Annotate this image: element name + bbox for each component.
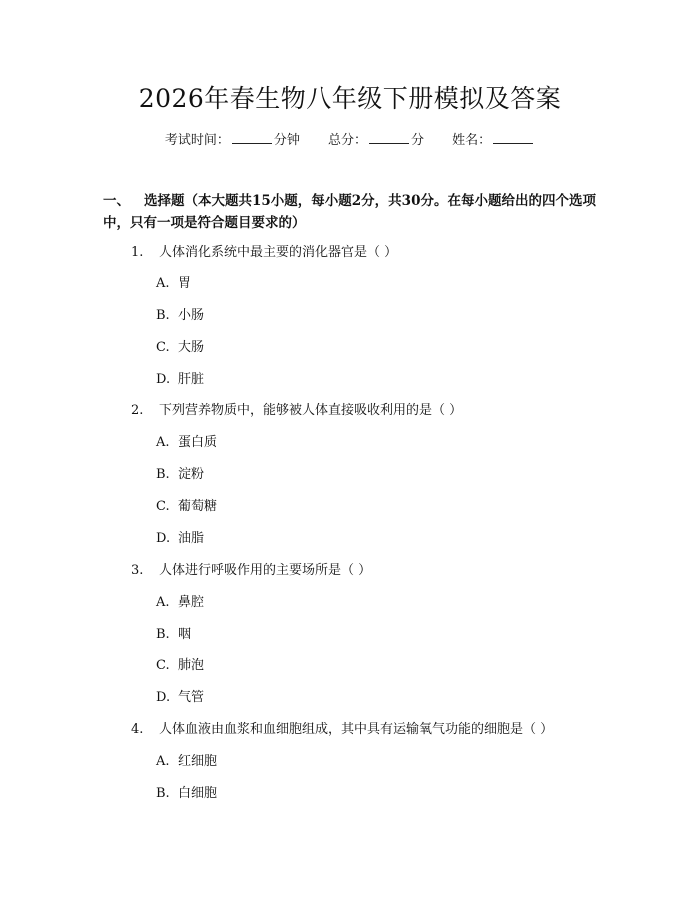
question-number: 1. [131,245,144,260]
option-text: 鼻腔 [178,595,205,610]
question-2-option-d [156,530,204,548]
question-2-option-b [156,466,204,484]
question-1 [131,244,397,262]
total-score-label: 总分： [327,133,367,148]
option-text: 大肠 [178,340,205,355]
exam-time-blank [232,131,272,144]
question-number: 3. [131,563,144,578]
exam-time-label: 考试时间： [164,133,230,148]
option-text: 小肠 [178,308,205,323]
question-number: 2. [131,403,144,418]
question-1-option-d [156,371,204,389]
option-letter: D. [156,372,171,387]
question-3-option-c [156,657,204,675]
question-2-option-a [156,434,217,452]
section-text: 选择题（本大题共15小题，每小题2分，共30分。在每小题给出的四个选项中，只有一项是符合题目要求的） [103,193,596,231]
question-1-option-b [156,307,204,325]
student-name-field [452,133,535,148]
question-text: 人体进行呼吸作用的主要场所是（ ） [159,563,372,578]
option-letter: A. [156,595,170,610]
option-letter: A. [156,435,170,450]
exam-time-field [165,133,304,148]
section-number: 一、 [103,193,130,209]
option-text: 白细胞 [178,786,218,801]
question-3-option-d [156,689,204,707]
option-letter: D. [156,690,171,705]
option-letter: A. [156,276,170,291]
option-text: 气管 [178,690,205,705]
option-text: 咽 [178,627,192,642]
option-text: 葡萄糖 [178,499,218,514]
option-text: 油脂 [178,531,205,546]
option-text: 肺泡 [178,658,205,673]
question-number: 4. [131,722,144,737]
option-letter: B. [156,308,170,323]
option-letter: B. [156,786,170,801]
student-name-blank [493,131,533,144]
exam-time-unit: 分钟 [273,133,300,148]
question-text: 人体消化系统中最主要的消化器官是（ ） [159,245,398,260]
page-title: 2026年春生物八年级下册模拟及答案 [138,84,562,113]
question-3 [131,562,371,580]
option-text: 蛋白质 [178,435,218,450]
question-3-option-b [156,626,191,644]
option-text: 红细胞 [178,754,218,769]
total-score-field [328,133,428,148]
option-text: 胃 [178,276,192,291]
option-letter: B. [156,467,170,482]
option-letter: C. [156,499,170,514]
option-letter: C. [156,658,170,673]
question-4-option-b [156,785,217,803]
student-name-label: 姓名： [452,133,492,148]
question-4-option-a [156,753,217,771]
option-letter: D. [156,531,171,546]
section-heading [103,190,603,234]
question-2 [131,402,462,420]
exam-info-line [0,131,700,151]
question-1-option-c [156,339,204,357]
option-letter: A. [156,754,170,769]
option-text: 肝脏 [178,372,205,387]
question-4 [131,721,553,739]
question-text: 人体血液由血浆和血细胞组成，其中具有运输氧气功能的细胞是（ ） [159,722,554,737]
total-score-blank [369,131,409,144]
option-letter: C. [156,340,170,355]
question-2-option-c [156,498,217,516]
option-letter: B. [156,627,170,642]
option-text: 淀粉 [178,467,205,482]
total-score-unit: 分 [411,133,425,148]
question-3-option-a [156,594,204,612]
question-1-option-a [156,275,191,293]
question-text: 下列营养物质中，能够被人体直接吸收利用的是（ ） [159,403,463,418]
